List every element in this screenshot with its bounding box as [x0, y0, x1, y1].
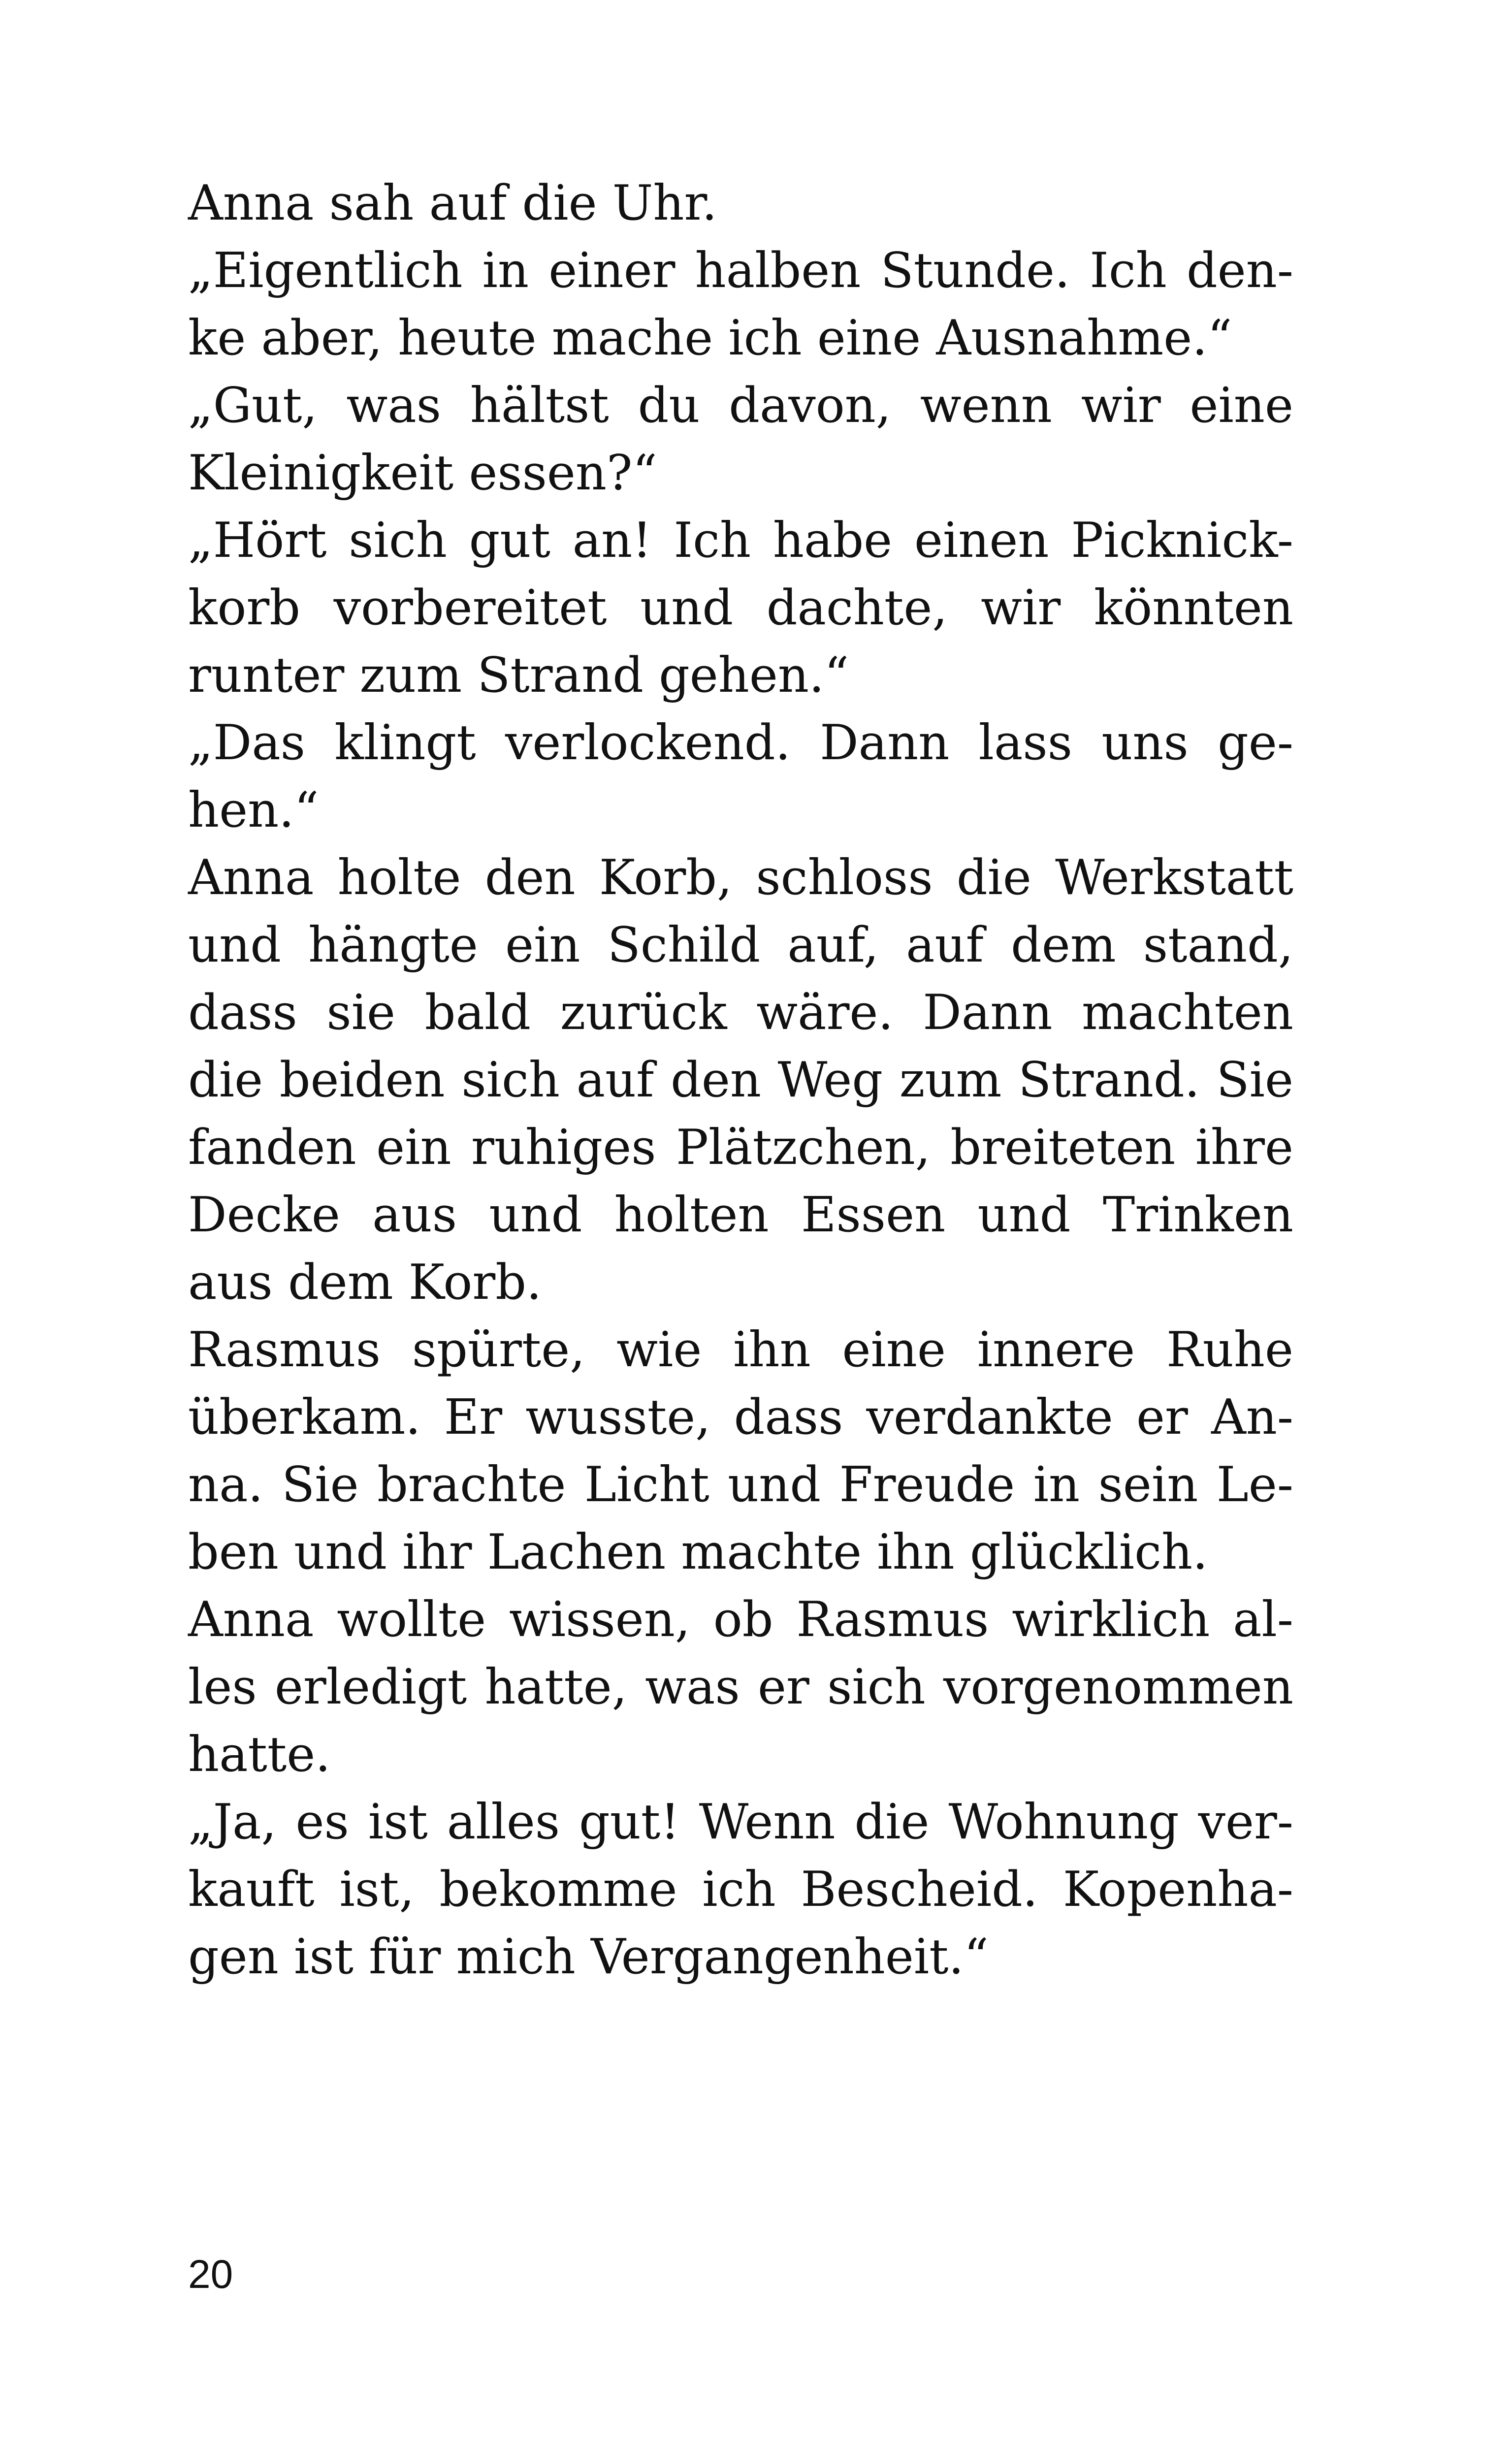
text-line: die beiden sich auf den Weg zum Strand. Sie [188, 1052, 1293, 1108]
text-line: „Hört sich gut an! Ich habe einen Picknick- [188, 513, 1293, 569]
text-line: Anna wollte wissen, ob Rasmus wirklich al- [188, 1592, 1293, 1648]
text-line: hen.“ [188, 782, 319, 838]
text-line: Decke aus und holten Essen und Trinken [188, 1187, 1293, 1243]
text-line: runter zum Strand gehen.“ [188, 647, 849, 704]
text-line: überkam. Er wusste, dass verdankte er An- [188, 1389, 1293, 1446]
text-line: Anna sah auf die Uhr. [188, 175, 717, 231]
text-line: ke aber, heute mache ich eine Ausnahme.“ [188, 310, 1232, 366]
text-line: Kleinigkeit essen?“ [188, 445, 657, 501]
page-number: 20 [188, 2252, 233, 2297]
text-line: na. Sie brachte Licht und Freude in sein Le- [188, 1457, 1293, 1513]
text-line: hatte. [188, 1727, 331, 1783]
text-line: „Eigentlich in einer halben Stunde. Ich den- [188, 243, 1293, 299]
text-line: „Ja, es ist alles gut! Wenn die Wohnung ver- [188, 1794, 1293, 1850]
text-line: gen ist für mich Vergangenheit.“ [188, 1929, 989, 1985]
text-line: Anna holte den Korb, schloss die Werkstatt [188, 850, 1293, 906]
text-line: fanden ein ruhiges Plätzchen, breiteten ihre [188, 1120, 1293, 1176]
text-line: und hängte ein Schild auf, auf dem stand, [188, 917, 1293, 973]
body-text [188, 170, 1293, 1991]
text-line: „Das klingt verlockend. Dann lass uns ge- [188, 715, 1293, 771]
text-line: korb vorbereitet und dachte, wir könnten [188, 580, 1293, 636]
text-line: „Gut, was hältst du davon, wenn wir eine [188, 378, 1293, 434]
text-line: dass sie bald zurück wäre. Dann machten [188, 985, 1293, 1041]
text-line: kauft ist, bekomme ich Bescheid. Kopenha- [188, 1862, 1293, 1918]
text-line: ben und ihr Lachen machte ihn glücklich. [188, 1524, 1208, 1580]
text-line: Rasmus spürte, wie ihn eine innere Ruhe [188, 1322, 1293, 1378]
text-line: aus dem Korb. [188, 1254, 542, 1311]
text-line: les erledigt hatte, was er sich vorgenommen [188, 1659, 1293, 1715]
